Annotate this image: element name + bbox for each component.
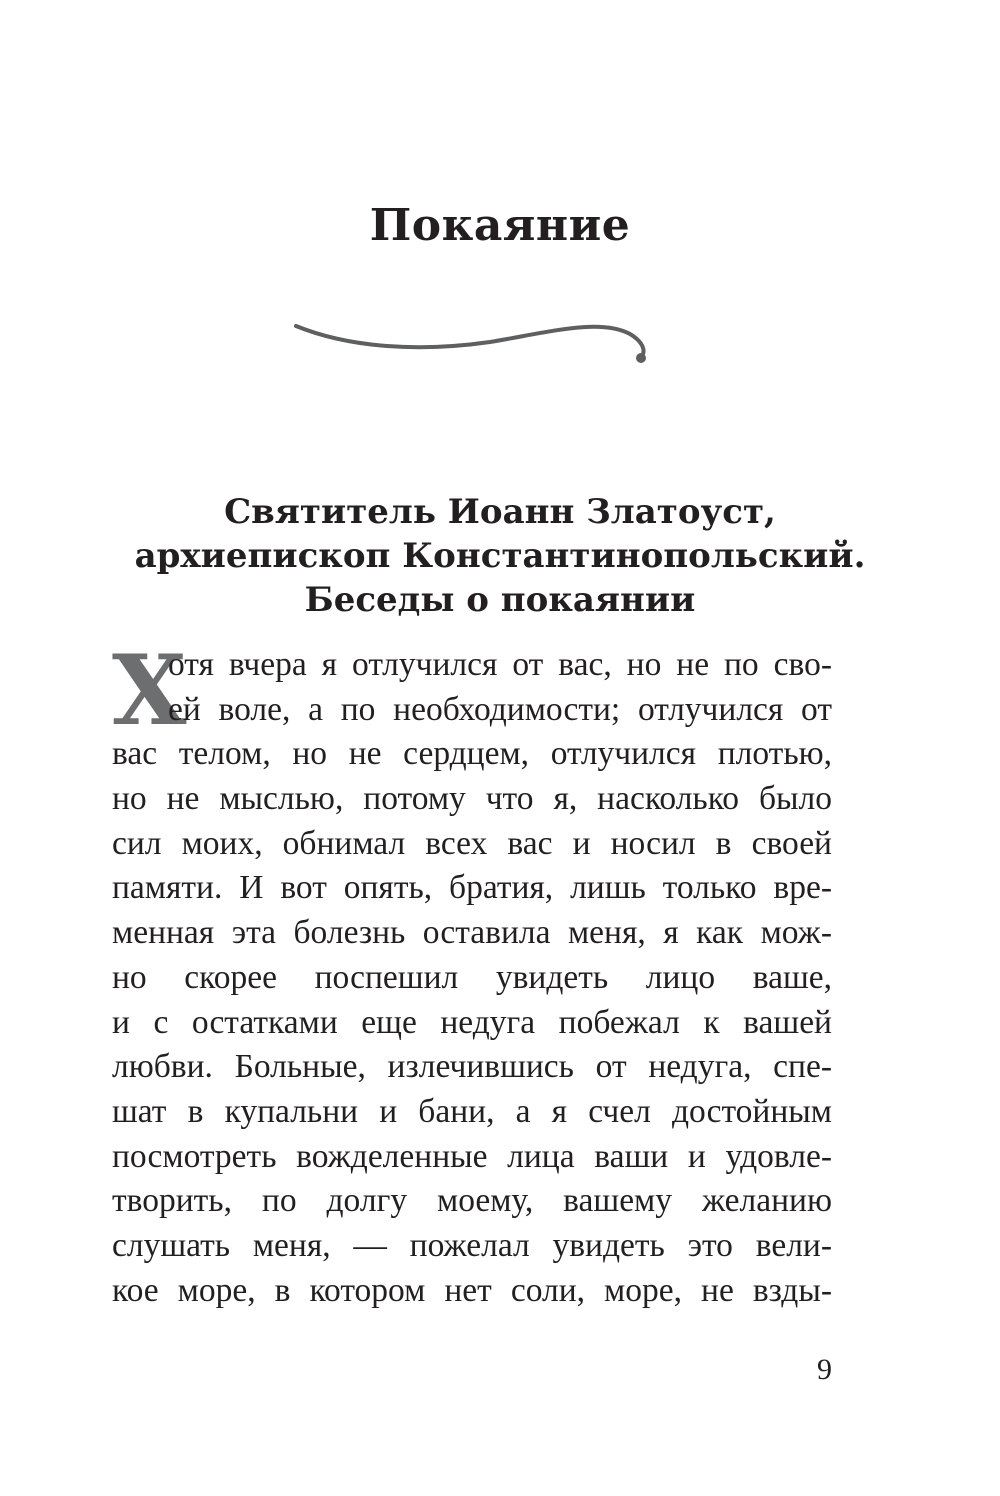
text-line: любви. Больные, излечившись от недуга, спе- <box>112 1048 832 1086</box>
text-line: сил моих, обнимал всех вас и носил в своей <box>112 824 832 862</box>
chapter-title: Покаяние <box>369 200 631 251</box>
text-line: менная эта болезнь оставила меня, я как мож- <box>112 914 832 952</box>
text-line: посмотреть вожделенные лица ваши и удовле- <box>112 1137 832 1175</box>
decorative-flourish <box>290 310 660 380</box>
text-line: и с остатками еще недуга побежал к вашей <box>112 1003 832 1041</box>
section-heading-line: архиепископ Константинопольский. <box>134 536 866 576</box>
text-line: но не мыслью, потому что я, насколько было <box>112 780 832 818</box>
section-heading-line: Беседы о покаянии <box>304 580 696 620</box>
section-heading-line: Святитель Иоанн Златоуст, <box>224 492 776 532</box>
text-line: ей воле, а по необходимости; отлучился от <box>168 690 832 728</box>
text-line: памяти. И вот опять, братия, лишь только вре- <box>112 869 832 907</box>
section-heading <box>100 490 900 622</box>
page-number: 9 <box>817 1353 832 1386</box>
flourish-dot <box>636 353 646 363</box>
text-line: отя вчера я отлучился от вас, но не по сво- <box>168 646 832 683</box>
text-line: творить, по долгу моему, вашему желанию <box>112 1182 832 1220</box>
text-line: но скорее поспешил увидеть лицо ваше, <box>112 958 832 996</box>
text-line: слушать меня, — пожелал увидеть это вели- <box>112 1226 832 1264</box>
flourish-swash <box>296 326 644 356</box>
body-paragraph <box>112 634 832 1313</box>
drop-cap: Х <box>112 634 187 747</box>
text-line: шат в купальни и бани, а я счел достойным <box>112 1092 832 1130</box>
text-line: кое море, в котором нет соли, море, не взды- <box>112 1271 832 1309</box>
text-line: вас телом, но не сердцем, отлучился плотью, <box>112 735 832 773</box>
